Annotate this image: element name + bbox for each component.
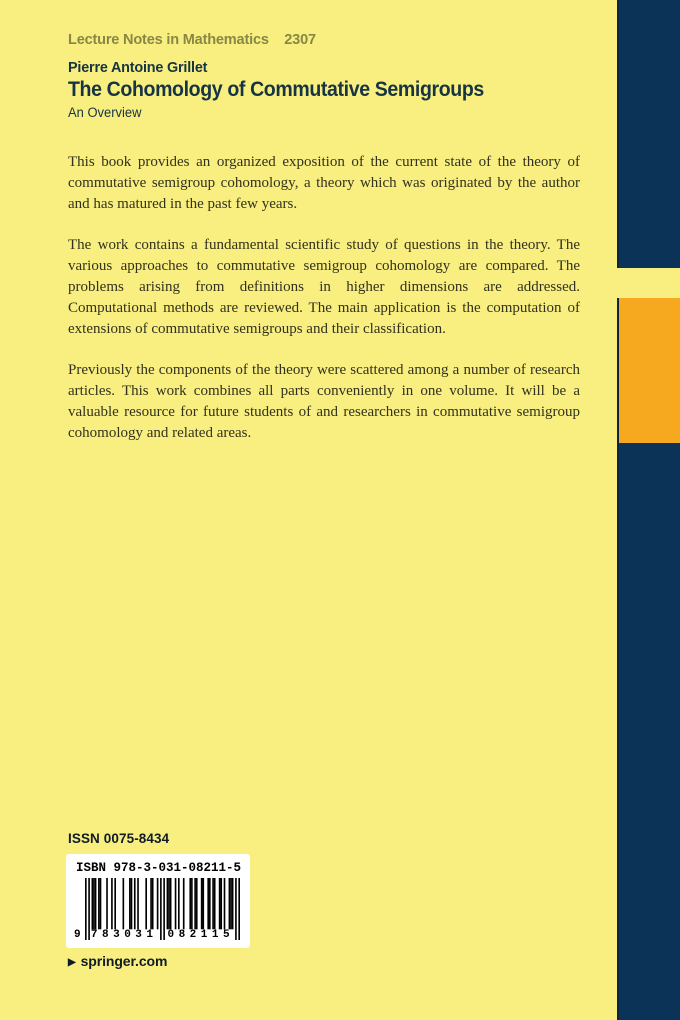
- blurb-paragraph: The work contains a fundamental scientific study of questions in the theory. The various approaches to commutative semigroup cohomology are compared. The problems arising from definitions in higher dimensions are addressed. Computational methods are reviewed. The main application is the computation of extensions of commutative semigroups and their classification.: [68, 237, 580, 337]
- barcode-digits-right: 082115: [167, 929, 235, 941]
- blurb: [68, 152, 580, 464]
- blurb-paragraph: Previously the components of the theory were scattered among a number of research articles. This work combines all parts conveniently in one volume. It will be a valuable resource for future students of and researchers in commutative semigroup cohomology and related areas.: [68, 362, 580, 441]
- isbn-label: ISBN 978-3-031-08211-5: [76, 861, 242, 875]
- series-title: [68, 31, 316, 48]
- spine-stripe: [617, 0, 680, 1020]
- publisher-link: [68, 953, 167, 969]
- barcode-digits-left: 783031: [90, 929, 158, 941]
- ean13-barcode: [74, 878, 240, 941]
- series-name: Lecture Notes in Mathematics: [68, 31, 269, 48]
- arrow-icon: ▶: [68, 957, 76, 968]
- series-number: 2307: [284, 31, 316, 48]
- book-title: The Cohomology of Commutative Semigroups: [68, 78, 484, 101]
- blurb-paragraph: This book provides an organized exposition of the current state of the theory of commutative semigroup cohomology, a theory which was originated by the author and has matured in the past few years.: [68, 154, 580, 212]
- publisher-label: springer.com: [80, 953, 168, 969]
- series-color-square: [619, 298, 680, 443]
- stripe-gap: [617, 268, 680, 298]
- author-name: Pierre Antoine Grillet: [68, 59, 208, 76]
- book-subtitle: An Overview: [68, 105, 142, 120]
- isbn-barcode: [66, 854, 250, 948]
- barcode-digit-first: 9: [74, 929, 81, 941]
- issn-label: ISSN 0075-8434: [68, 831, 170, 846]
